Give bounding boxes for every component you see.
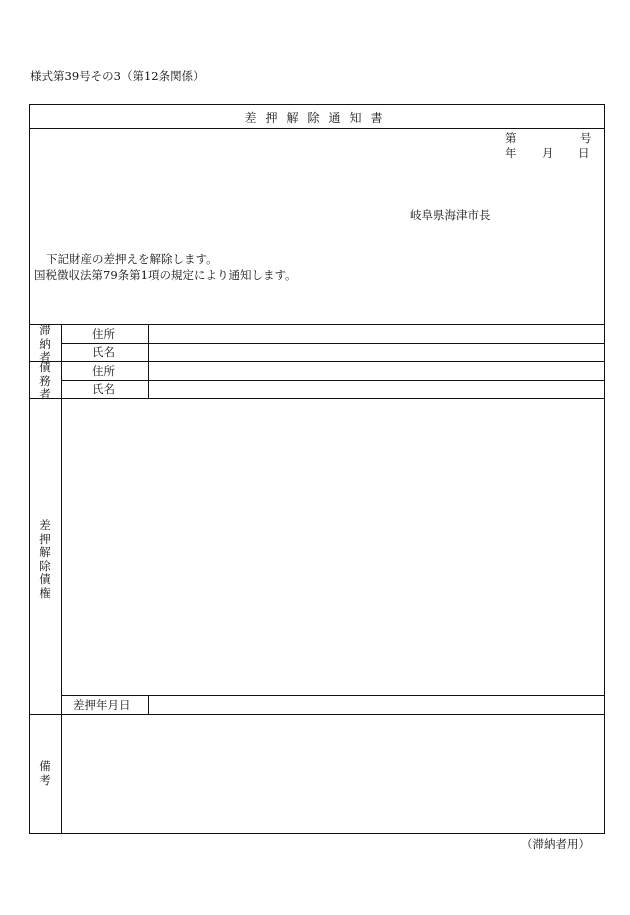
row-line-4: [30, 398, 605, 399]
date-day: 日: [578, 146, 590, 160]
section-debtor: 債務者: [39, 360, 51, 401]
notice-form-frame: [29, 104, 605, 834]
copy-designation-note: （滞納者用）: [521, 837, 590, 851]
issuer-name: 岐阜県海津市長: [410, 208, 491, 222]
date-month: 月: [542, 146, 554, 160]
label-column-line: [61, 324, 62, 833]
seizure-date-label: 差押年月日: [73, 698, 131, 712]
row-line-2: [30, 361, 605, 362]
delinquent-name-label: 氏名: [92, 345, 115, 359]
form-number-label: 様式第39号その3（第12条関係）: [30, 69, 205, 83]
seizure-date-top-line: [61, 695, 605, 696]
field-column-line-bottom: [148, 695, 149, 714]
section-delinquent-taxpayer: 滞納者: [39, 323, 51, 364]
delinquent-address-label: 住所: [92, 327, 115, 341]
debtor-address-label: 住所: [92, 364, 115, 378]
row-line-1: [61, 343, 605, 344]
doc-number-prefix: 第: [505, 131, 517, 145]
section-remarks: 備考: [39, 759, 51, 787]
document-title: 差押解除通知書: [244, 111, 392, 125]
remarks-top-line: [30, 714, 605, 715]
body-line-1: 下記財産の差押えを解除します。: [46, 252, 218, 266]
table-top-line: [30, 324, 605, 325]
body-line-2: 国税徴収法第79条第1項の規定により通知します。: [34, 268, 297, 282]
field-column-line-top: [148, 324, 149, 398]
row-line-3: [61, 380, 605, 381]
section-released-claim: 差押解除債権: [39, 518, 51, 600]
debtor-name-label: 氏名: [92, 382, 115, 396]
title-divider: [30, 128, 605, 129]
date-year: 年: [505, 146, 517, 160]
doc-number-suffix: 号: [580, 131, 592, 145]
